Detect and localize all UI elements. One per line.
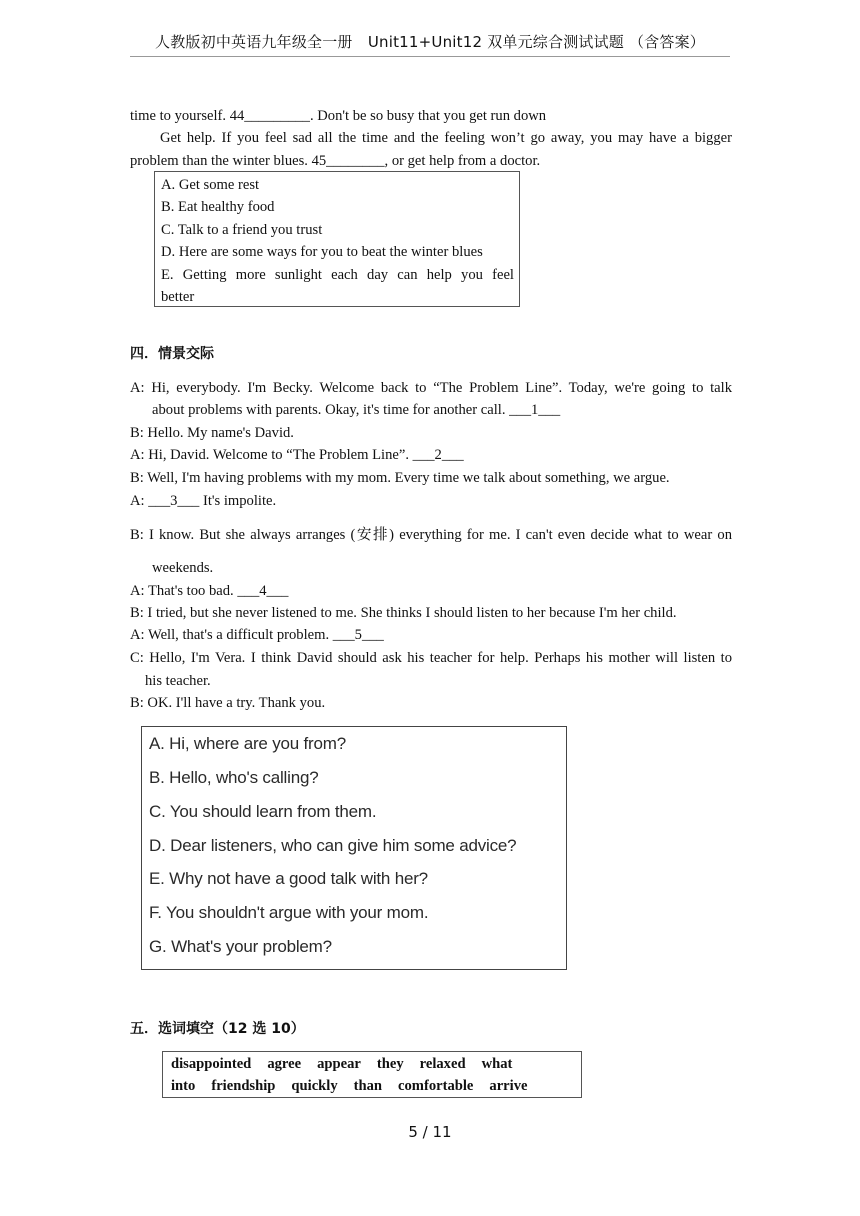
dialogue-option-g: G. What's your problem? [149,937,332,956]
dialogue-line: A: Hi, David. Welcome to “The Problem Line”. ___2___ [130,447,464,463]
dialogue-line: A: Well, that's a difficult problem. ___5___ [130,627,384,643]
dialogue-line: A: That's too bad. ___4___ [130,583,289,599]
page-header: 人教版初中英语九年级全一册 Unit11+Unit12 双单元综合测试试题 （含答案） [130,30,730,57]
word: comfortable [398,1078,474,1094]
option-a: A. Get some rest [161,177,260,193]
word: friendship [211,1078,276,1094]
dialogue-line: C: Hello, I'm Vera. I think David should ask his teacher for help. Perhaps his mother will listen to [130,650,732,666]
dialogue-line: his teacher. [145,673,211,689]
word: they [376,1056,404,1072]
option-c: C. Talk to a friend you trust [161,222,323,238]
word-bank-row-1 [171,1054,528,1074]
word: relaxed [419,1056,466,1072]
word: than [353,1078,383,1094]
dialogue-line: B: I tried, but she never listened to me. She thinks I should listen to her because I'm her child. [130,605,677,621]
passage-line: problem than the winter blues. 45________, or get help from a doctor. [130,153,541,169]
option-e-continued: better [161,289,195,305]
dialogue-line: B: OK. I'll have a try. Thank you. [130,695,326,711]
dialogue-option-e: E. Why not have a good talk with her? [149,869,428,888]
word-bank-row-2 [171,1076,544,1096]
options-box [154,171,520,307]
page-number: 5 / 11 [408,1123,452,1141]
section-title: 四．情景交际 [130,346,214,362]
option-b: B. Eat healthy food [161,199,275,215]
word: agree [267,1056,302,1072]
word-bank [162,1051,582,1098]
word: arrive [489,1078,528,1094]
dialogue-line: B: I know. But she always arranges (安排) everything for me. I can't even decide what to wear on [130,527,732,543]
word: quickly [291,1078,338,1094]
dialogue-options-box [141,726,567,970]
dialogue-option-f: F. You shouldn't argue with your mom. [149,903,429,922]
option-e: E. Getting more sunlight each day can help you feel [161,267,514,283]
dialogue-line: A: ___3___ It's impolite. [130,493,277,509]
dialogue-line: weekends. [152,560,214,576]
dialogue-line: B: Hello. My name's David. [130,425,294,441]
dialogue-option-b: B. Hello, who's calling? [149,768,319,787]
dialogue-option-c: C. You should learn from them. [149,802,377,821]
option-d: D. Here are some ways for you to beat the winter blues [161,244,483,260]
dialogue-line: about problems with parents. Okay, it's time for another call. ___1___ [152,402,561,418]
word: into [171,1078,196,1094]
word: disappointed [171,1056,252,1072]
dialogue-line: B: Well, I'm having problems with my mom. Every time we talk about something, we argue. [130,470,670,486]
dialogue-option-a: A. Hi, where are you from? [149,734,346,753]
word: appear [317,1056,361,1072]
dialogue-option-d: D. Dear listeners, who can give him some advice? [149,836,517,855]
passage-line: Get help. If you feel sad all the time and the feeling won’t go away, you may have a bigger [160,130,732,146]
section-title: 五．选词填空（12 选 10） [130,1021,305,1037]
dialogue-line: A: Hi, everybody. I'm Becky. Welcome back to “The Problem Line”. Today, we're going to talk [130,380,732,396]
passage-line: time to yourself. 44_________. Don't be so busy that you get run down [130,108,547,124]
word: what [481,1056,513,1072]
